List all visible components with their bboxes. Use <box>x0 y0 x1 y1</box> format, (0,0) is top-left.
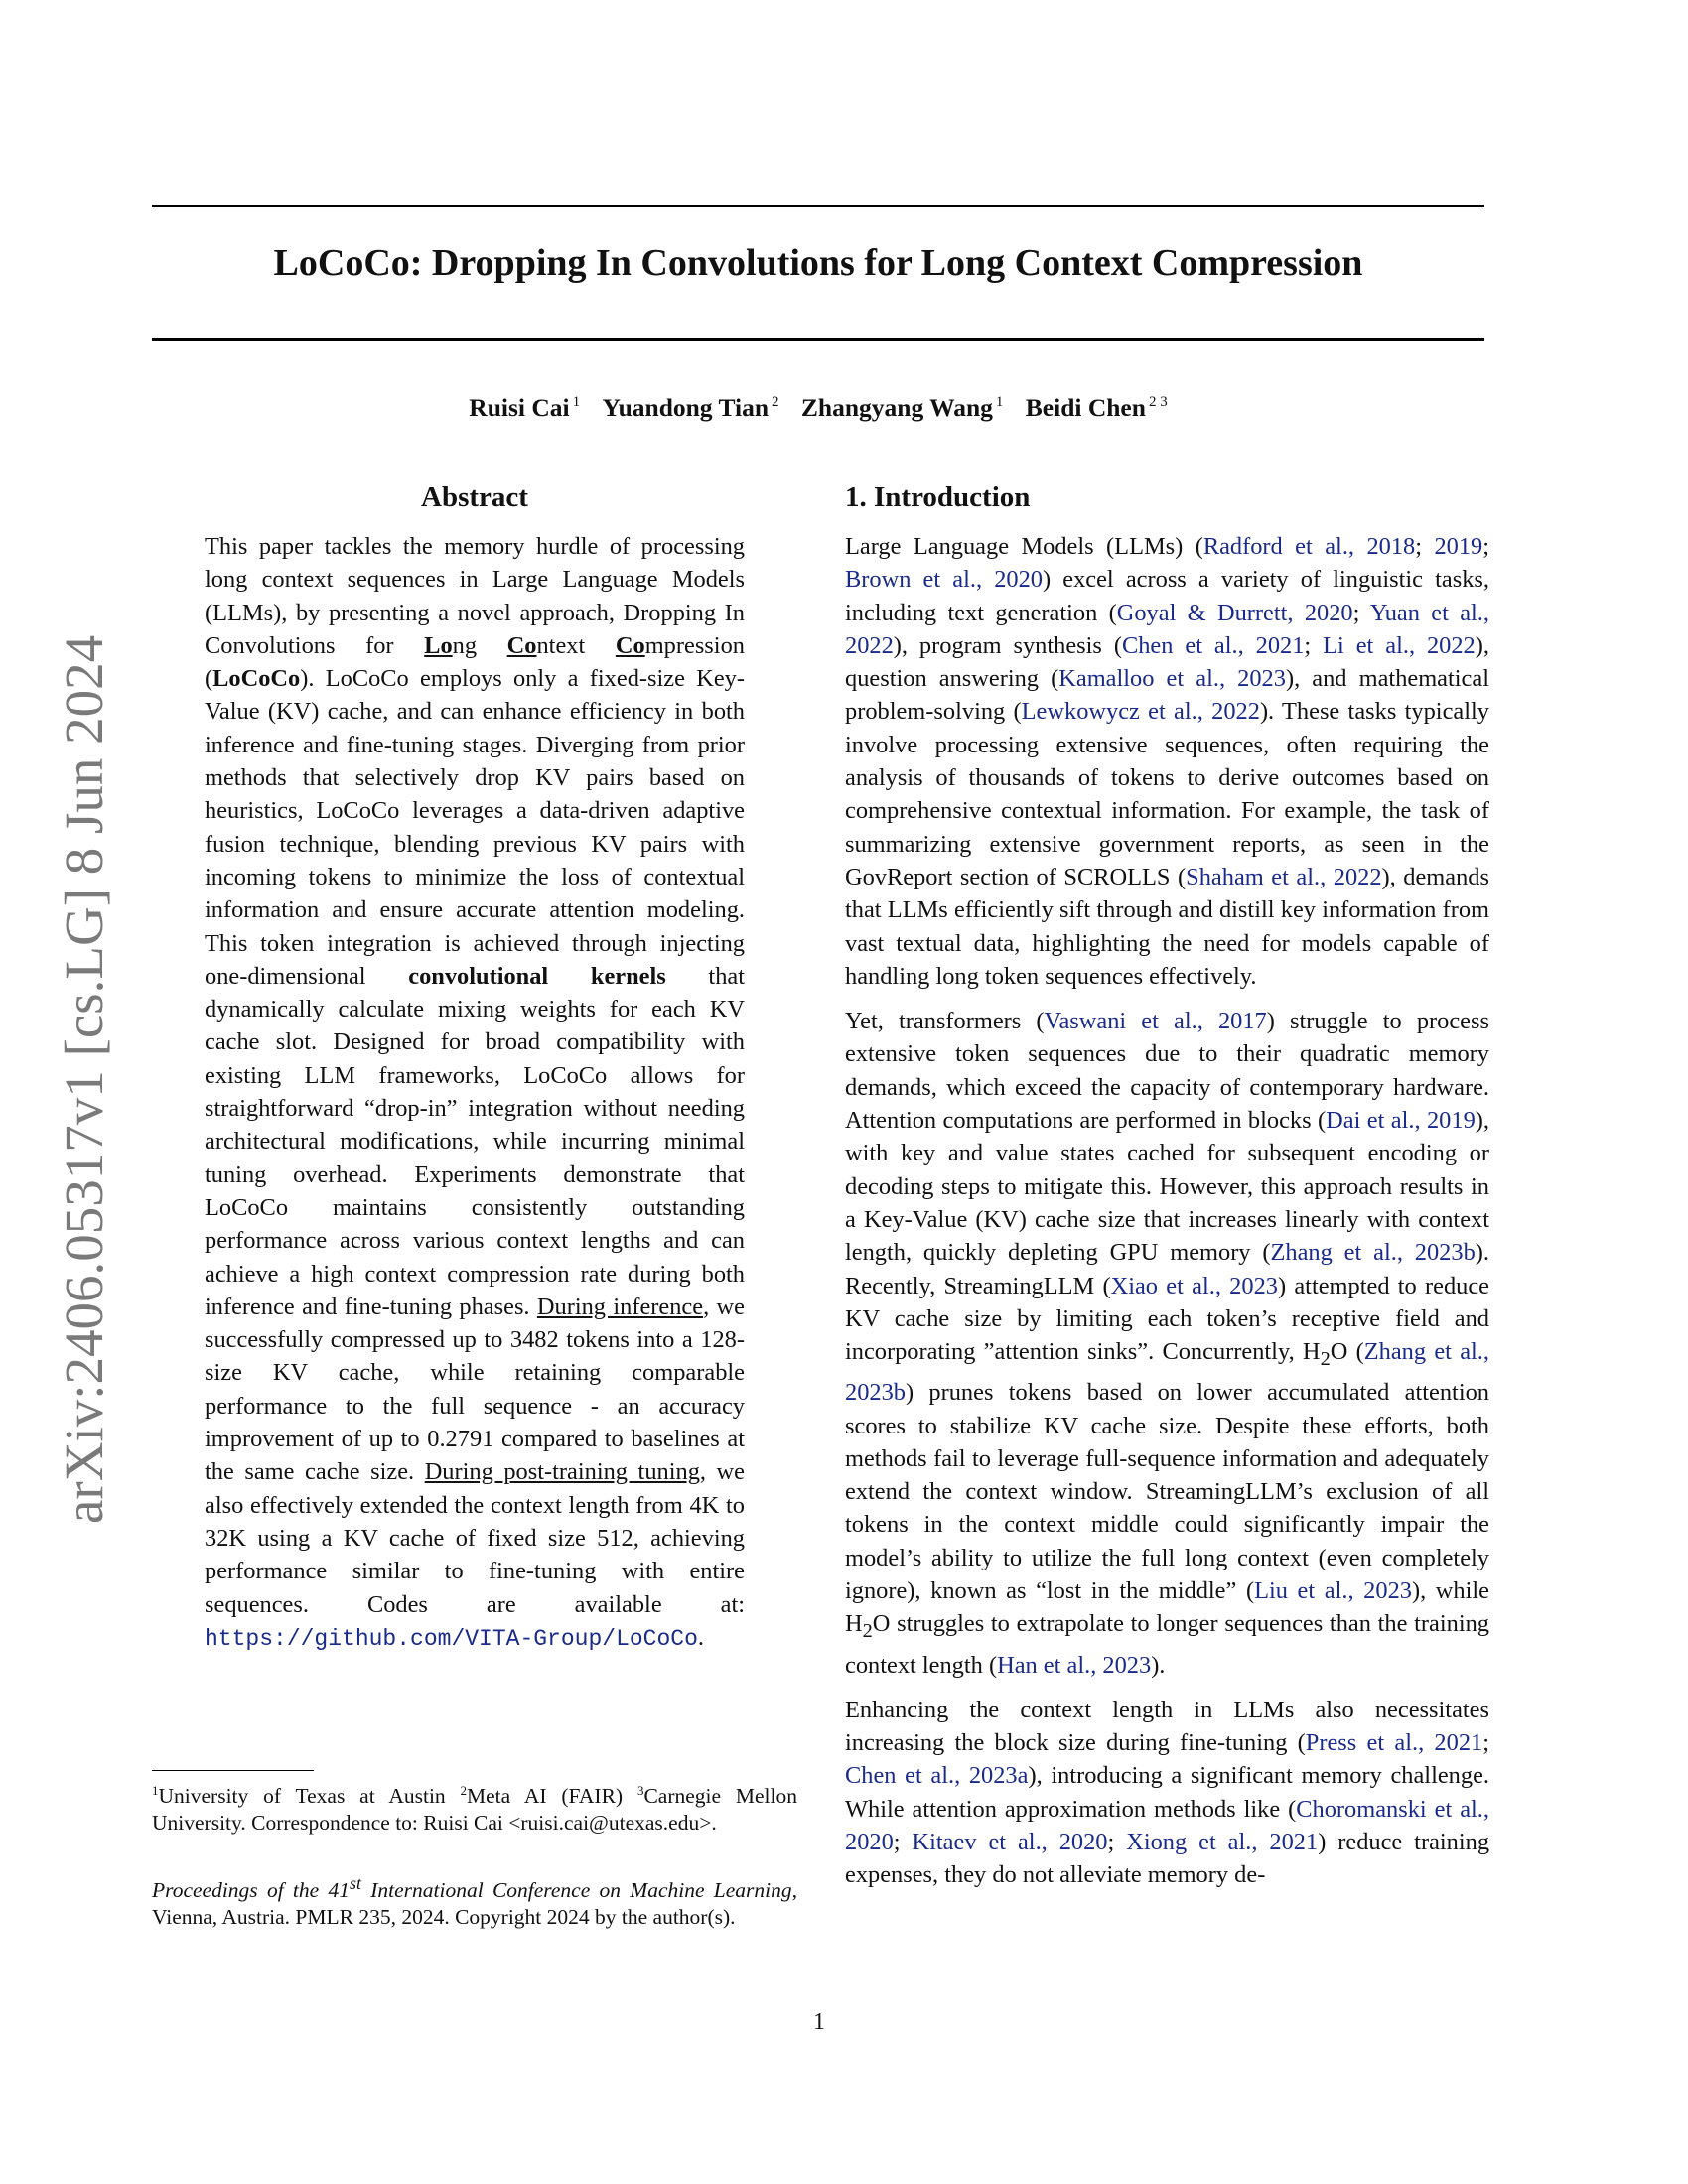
subscript: 2 <box>1320 1348 1331 1370</box>
citation-link[interactable]: Brown et al., 2020 <box>845 566 1043 594</box>
author: Zhangyang Wang $^1$ <box>800 393 1004 422</box>
proceedings-note: Proceedings of the 41st International Conference on Machine Learning, Vienna, Austria. PMLR 235, 2024. Copyright 2024 by the author(s). <box>152 1873 797 1930</box>
citation-link[interactable]: Yuan et al., 2022 <box>845 599 1490 659</box>
text-run: ), and mathematical problem-solving ( <box>845 665 1489 726</box>
page-number: 1 <box>813 2009 825 2035</box>
citation-link[interactable]: Chen et al., 2023a <box>845 1762 1029 1790</box>
text-run: ), question answering ( <box>845 631 1489 693</box>
footnote-rule <box>152 1770 314 1771</box>
text-run: ; <box>893 1829 913 1856</box>
text-run: Yet, transformers ( <box>845 1008 1045 1035</box>
text-run: ), demands that LLMs efficiently sift through and distill key information from vast textual data, highlighting the need for models capable of handling long token sequences effectively. <box>845 863 1489 990</box>
introduction-column <box>845 475 1489 1904</box>
text-run: ) excel across a variety of linguistic tasks, including text generation ( <box>845 566 1490 626</box>
citation-link[interactable]: Radford et al., 2018 <box>1202 533 1416 560</box>
text-run: O ( <box>1330 1338 1364 1366</box>
text-run: ), program synthesis ( <box>893 631 1122 659</box>
subscript: 2 <box>862 1620 873 1643</box>
intro-paragraph-1 <box>845 530 1489 993</box>
citation-link[interactable]: Lewkowycz et al., 2022 <box>1021 698 1260 726</box>
citation-link[interactable]: Li et al., 2022 <box>1323 631 1476 659</box>
citation-link[interactable]: Liu et al., 2023 <box>1254 1577 1412 1605</box>
citation-link[interactable]: Kamalloo et al., 2023 <box>1058 665 1286 693</box>
code-link[interactable]: https://github.com/VITA-Group/LoCoCo <box>205 1625 698 1652</box>
author-list <box>152 385 1484 425</box>
text-run: ), while H <box>845 1577 1489 1638</box>
citation-link[interactable]: Press et al., 2021 <box>1305 1729 1483 1757</box>
text-run: ) struggle to process extensive token sequences due to their quadratic memory demands, which exceed the capacity of contemporary hardware. Attention computations are performed in blocks ( <box>845 1008 1489 1135</box>
abstract-body: This paper tackles the memory hurdle of processing long context sequences in Large Language Models (LLMs), by presenting a novel approach, Dropping In Convolutions for Long Context Compression (LoCoCo). LoCoCo employs only a fixed-size Key-Value (KV) cache, and can enhance efficiency in both inference and fine-tuning stages. Diverging from prior methods that selectively drop KV pairs based on heuristics, LoCoCo leverages a data-driven adaptive fusion technique, blending previous KV pairs with incoming tokens to minimize the loss of contextual information and ensure accurate attention modeling. This token integration is achieved through injecting one-dimensional convolutional kernels that dynamically calculate mixing weights for each KV cache slot. Designed for broad compatibility with existing LLM frameworks, LoCoCo allows for straightforward “drop-in” integration without needing architectural modifications, while incurring minimal tuning overhead. Experiments demonstrate that LoCoCo maintains consistently outstanding performance across various context lengths and can achieve a high context compression rate during both inference and fine-tuning phases. During inference, we successfully compressed up to 3482 tokens into a 128-size KV cache, while retaining comparable performance to the full sequence - an accuracy improvement of up to 0.2791 compared to baselines at the same cache size. During post-training tuning, we also effectively extended the context length from 4K to 32K using a KV cache of fixed size 512, achieving performance similar to fine-tuning with entire sequences. Codes are available at: https://github.com/VITA-Group/LoCoCo. <box>205 533 745 1652</box>
text-run: O struggles to extrapolate to longer sequences than the training context length ( <box>845 1610 1489 1679</box>
text-run: ). Recently, StreamingLLM ( <box>845 1239 1490 1299</box>
intro-paragraph-3 <box>845 1694 1489 1892</box>
citation-link[interactable]: Dai et al., 2019 <box>1326 1107 1476 1135</box>
citation-link[interactable]: Chen et al., 2021 <box>1121 631 1305 659</box>
citation-link[interactable]: Xiong et al., 2021 <box>1126 1829 1319 1856</box>
text-run: ) attempted to reduce KV cache size by limiting each token’s receptive field and incorporating ”attention sinks”. Concurrently, H <box>845 1272 1490 1366</box>
text-run: ), introducing a significant memory challenge. While attention approximation methods like ( <box>845 1762 1489 1823</box>
abstract-column <box>205 475 745 1656</box>
citation-link[interactable]: Kitaev et al., 2020 <box>912 1829 1108 1856</box>
text-run: ) reduce training expenses, they do not alleviate memory de- <box>845 1829 1490 1889</box>
text-run: Large Language Models (LLMs) ( <box>845 533 1203 560</box>
affiliation-footnote: $^1$University of Texas at Austin $^2$Meta AI (FAIR) $^3$Carnegie Mellon University. Correspondence to: Ruisi Cai <ruisi.cai@utexas.edu>. <box>152 1783 797 1836</box>
citation-link[interactable]: Zhang et al., 2023b <box>845 1338 1490 1407</box>
author: Ruisi Cai $^1$ <box>469 393 581 422</box>
citation-link[interactable]: Han et al., 2023 <box>997 1651 1152 1679</box>
citation-link[interactable]: Goyal & Durrett, 2020 <box>1116 599 1353 626</box>
text-run: ; <box>1304 631 1324 659</box>
author: Beidi Chen $^{2 3}$ <box>1025 393 1168 422</box>
citation-link[interactable]: Choromanski et al., 2020 <box>845 1795 1489 1856</box>
text-run: ), with key and value states cached for subsequent encoding or decoding steps to mitigate this. However, this approach results in a Key-Value (KV) cache size that increases linearly with context length, quickly depleting GPU memory ( <box>845 1107 1489 1267</box>
intro-paragraph-2 <box>845 1005 1489 1682</box>
text-run: ). These tasks typically involve processing extensive sequences, often requiring the analysis of thousands of tokens to derive outcomes based on comprehensive contextual information. For example, the task of summarizing extensive government reports, as seen in the GovReport section of SCROLLS ( <box>845 698 1489 890</box>
citation-link[interactable]: Shaham et al., 2022 <box>1186 863 1382 890</box>
abstract-heading: Abstract <box>421 481 528 513</box>
citation-link[interactable]: Vaswani et al., 2017 <box>1044 1008 1267 1035</box>
text-run: ) prunes tokens based on lower accumulated attention scores to stabilize KV cache size. Despite these efforts, both methods fail to leverage full-sequence information and adequately extend the context window. StreamingLLM’s exclusion of all tokens in the context middle could significantly impair the model’s ability to utilize the full long context (even completely ignore), known as “lost in the middle” ( <box>845 1379 1489 1605</box>
author: Yuandong Tian $^2$ <box>602 393 779 422</box>
paper-title: LoCoCo: Dropping In Convolutions for Long Context Compression <box>273 242 1363 284</box>
title-bottom-rule <box>152 338 1484 341</box>
citation-link[interactable]: 2019 <box>1434 533 1483 560</box>
text-run: Enhancing the context length in LLMs also necessitates increasing the block size during fine-tuning ( <box>845 1696 1489 1757</box>
section-heading: 1. Introduction <box>845 481 1031 513</box>
text-run: ; <box>1107 1829 1127 1856</box>
title-top-rule <box>152 205 1484 207</box>
citation-link[interactable]: Xiao et al., 2023 <box>1110 1272 1278 1299</box>
text-run: ). <box>1151 1651 1166 1679</box>
citation-link[interactable]: Zhang et al., 2023b <box>1270 1239 1476 1267</box>
text-run: ; <box>1482 533 1490 560</box>
text-run: ; <box>1482 1729 1489 1757</box>
text-run: ; <box>1415 533 1435 560</box>
text-run: ; <box>1352 599 1370 626</box>
